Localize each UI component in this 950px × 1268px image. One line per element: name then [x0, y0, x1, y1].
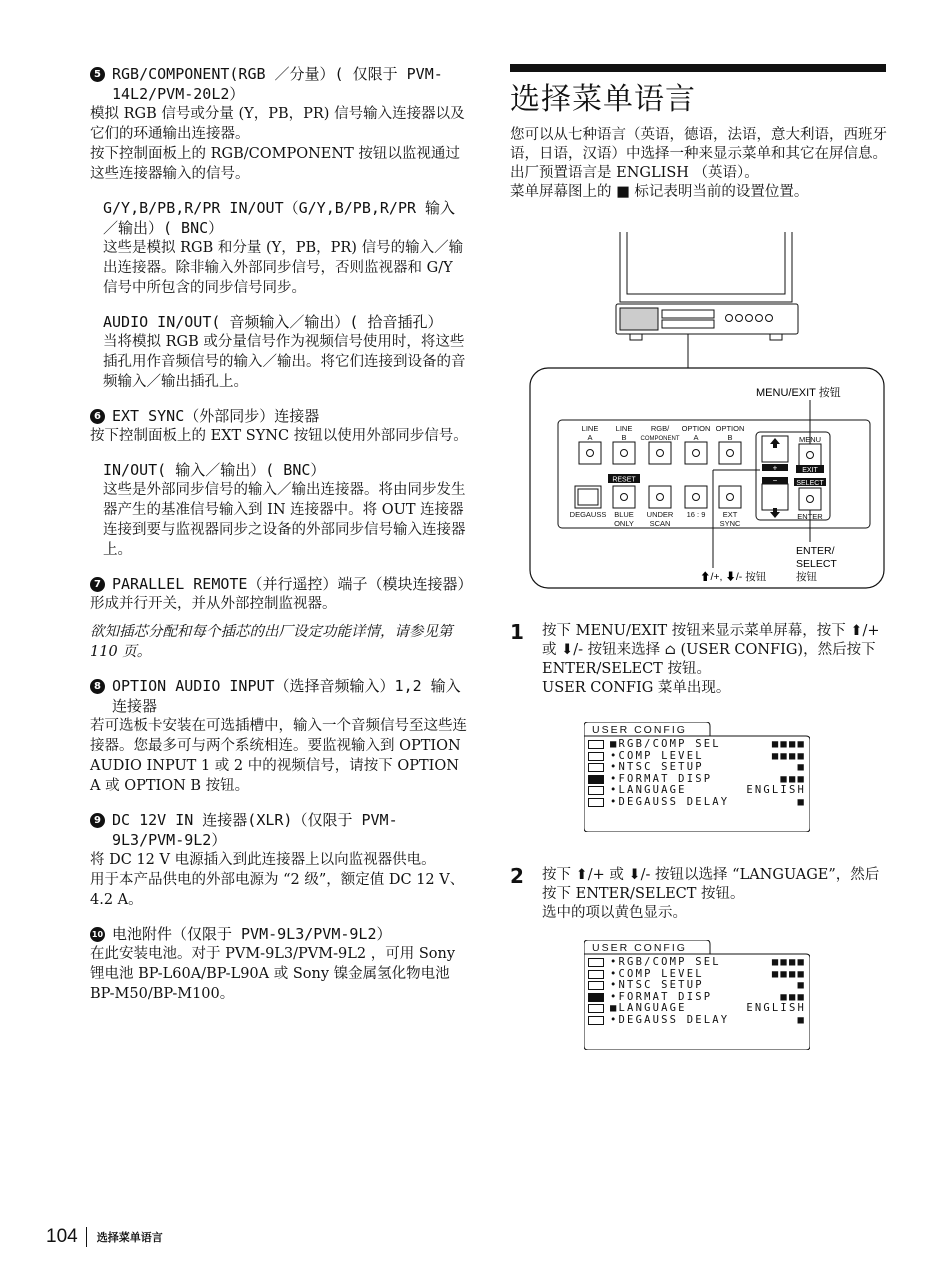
- menu-item-icon: [588, 1004, 604, 1013]
- section-battery: [90, 924, 468, 1004]
- svg-text:−: −: [772, 476, 778, 485]
- menu-item-value: ENGLISH: [746, 784, 806, 797]
- menu-item-label: ■RGB/COMP SEL: [610, 738, 721, 750]
- menu-item-label: •FORMAT DISP: [610, 990, 713, 1003]
- menu-item: [610, 1015, 806, 1027]
- number-badge: 7: [90, 574, 112, 594]
- subheading: AUDIO IN/OUT( 音频输入／输出）( 拾音插孔）: [103, 313, 443, 331]
- paragraph: 按下控制面板上的 EXT SYNC 按钮以使用外部同步信号。: [90, 428, 468, 444]
- svg-text:ONLY: ONLY: [614, 519, 634, 528]
- svg-text:RGB/: RGB/: [650, 424, 670, 433]
- menu-item-bars: ■■■■: [771, 967, 806, 980]
- menu-item-bars: ■■■: [780, 990, 806, 1003]
- footer-title: 选择菜单语言: [96, 1231, 163, 1244]
- menu-item-icon: [588, 786, 604, 795]
- menu-item-label: •DEGAUSS DELAY: [610, 1013, 730, 1026]
- page-number: 104: [46, 1226, 78, 1247]
- svg-text:A: A: [587, 433, 593, 442]
- svg-text:SCAN: SCAN: [649, 519, 671, 528]
- number-badge: 9: [90, 810, 112, 830]
- menu-item-icon: [588, 775, 604, 784]
- footer-divider: [86, 1227, 87, 1247]
- section-heading: DC 12V IN 连接器(XLR)（仅限于 PVM-9L3/PVM-9L2）: [112, 811, 398, 849]
- paragraph: 将 DC 12 V 电源插入到此连接器上以向监视器供电。: [90, 852, 436, 868]
- menu-item-value: ENGLISH: [746, 1002, 806, 1015]
- menu-label: MENU: [798, 435, 822, 444]
- section-option-audio: [90, 676, 468, 796]
- enter-select-label-2: SELECT: [796, 558, 837, 570]
- enter-label: ENTER: [797, 512, 823, 521]
- paragraph: 菜单屏幕图上的 ■ 标记表明当前的设置位置。: [510, 184, 809, 200]
- paragraph: 这些是外部同步信号的输入／输出连接器。将由同步发生器产生的基准信号输入到 IN 连接器中。将 OUT 连接器连接到要与监视器同步之设备的外部同步信号输入连接器上。: [103, 482, 466, 558]
- menu-item-label: •COMP LEVEL: [610, 967, 704, 980]
- step-2: [510, 866, 890, 923]
- menu-item-bars: ■: [797, 979, 806, 992]
- paragraph: 当将模拟 RGB 或分量信号作为视频信号使用时，将这些插孔用作音频信号的输入／输出。将它们连接到设备的音频输入／输出插孔上。: [103, 334, 466, 390]
- menu-item-label: •FORMAT DISP: [610, 772, 713, 785]
- number-badge: 6: [90, 406, 112, 426]
- select-label: SELECT: [796, 480, 824, 487]
- svg-text:UNDER: UNDER: [646, 510, 674, 519]
- menu-item-icon: [588, 752, 604, 761]
- step-text: 按下 MENU/EXIT 按钮来显示菜单屏幕，按下 ⬆/+ 或 ⬇/- 按钮来选择 ⌂ (USER CONFIG)，然后按下 ENTER/SELECT 按钮。: [542, 623, 880, 677]
- menu-item-label: •LANGUAGE: [610, 784, 687, 797]
- menu-item-bars: ■■■■: [771, 956, 806, 968]
- paragraph: 模拟 RGB 信号或分量 (Y，PB，PR) 信号输入连接器以及它们的环通输出连接器。: [90, 106, 465, 142]
- note: 欲知插芯分配和每个插芯的出厂设定功能详情，请参见第 110 页。: [90, 624, 453, 660]
- section-dc-in: [90, 810, 468, 910]
- title-rule: [510, 64, 886, 72]
- enter-select-label-1: ENTER/: [796, 545, 835, 557]
- paragraph: 出厂预置语言是 ENGLISH （英语）。: [510, 165, 759, 181]
- section-parallel-remote: [90, 574, 473, 662]
- menu-item-label: •NTSC SETUP: [610, 761, 704, 774]
- menu-exit-label: MENU/EXIT 按钮: [756, 387, 841, 399]
- paragraph: 形成并行开关，并从外部控制监视器。: [90, 596, 337, 612]
- svg-text:EXT: EXT: [722, 510, 738, 519]
- menu-item-icon: [588, 798, 604, 807]
- menu-item-icon: [588, 740, 604, 749]
- menu-item-icon: [588, 1016, 604, 1025]
- step-number: 2: [510, 864, 524, 888]
- section-heading: EXT SYNC（外部同步）连接器: [112, 407, 320, 425]
- svg-text:A: A: [693, 433, 699, 442]
- menu-title: USER CONFIG: [592, 942, 687, 954]
- step-text: 选中的项以黄色显示。: [542, 905, 687, 921]
- menu-item-label: ■LANGUAGE: [610, 1002, 687, 1015]
- menu-item-label: •DEGAUSS DELAY: [610, 795, 730, 808]
- svg-text:DEGAUSS: DEGAUSS: [569, 510, 607, 519]
- menu-item: [610, 797, 806, 809]
- menu-item-label: •RGB/COMP SEL: [610, 956, 721, 968]
- number-badge: 10: [90, 924, 112, 944]
- exit-label: EXIT: [802, 467, 818, 474]
- enter-select-label-3: 按钮: [796, 571, 817, 583]
- paragraph: 这些是模拟 RGB 和分量 (Y，PB，PR) 信号的输入／输出连接器。除非输入外部同步信号，否则监视器和 G/Y 信号中所包含的同步信号同步。: [103, 240, 464, 296]
- section-rgb-component: [90, 64, 468, 392]
- svg-text:LINE: LINE: [581, 424, 599, 433]
- plus-minus-label: ⬆/+, ⬇/- 按钮: [700, 571, 767, 583]
- paragraph: 在此安装电池。对于 PVM-9L3/PVM-9L2 ，可用 Sony 锂电池 BP-L60A/BP-L90A 或 Sony 镍金属氢化物电池 BP-M50/BP-M100。: [90, 946, 456, 1002]
- right-column: [510, 64, 888, 202]
- svg-text:B: B: [727, 433, 733, 442]
- svg-text:OPTION: OPTION: [715, 424, 745, 433]
- menu-title: USER CONFIG: [592, 724, 687, 736]
- menu-item-bars: ■■■■: [771, 738, 806, 750]
- menu-item-bars: ■: [797, 761, 806, 774]
- subheading: IN/OUT( 输入／输出）( BNC）: [103, 461, 326, 479]
- page-title: 选择菜单语言: [510, 82, 696, 117]
- section-heading: PARALLEL REMOTE（并行遥控）端子（模块连接器）: [112, 575, 473, 593]
- page-footer: [46, 1226, 163, 1248]
- number-badge: 8: [90, 676, 112, 696]
- paragraph: 若可选板卡安装在可选插槽中，输入一个音频信号至这些连接器。您最多可与两个系统相连。要监视输入到 OPTION AUDIO INPUT 1 或 2 中的视频信号，请按下 OPTION A 或 OPTION B 按钮。: [90, 718, 467, 794]
- step-text: USER CONFIG 菜单出现。: [542, 680, 731, 696]
- svg-text:COMPONENT: COMPONENT: [640, 436, 680, 442]
- step-text: 按下 ⬆/+ 或 ⬇/- 按钮以选择 “LANGUAGE”，然后按下 ENTER/SELECT 按钮。: [542, 867, 880, 902]
- step-number: 1: [510, 620, 524, 644]
- paragraph: 按下控制面板上的 RGB/COMPONENT 按钮以监视通过这些连接器输入的信号。: [90, 146, 460, 182]
- svg-text:B: B: [621, 433, 627, 442]
- section-ext-sync: [90, 406, 468, 560]
- menu-item-icon: [588, 981, 604, 990]
- menu-item-bars: ■■■: [780, 772, 806, 785]
- svg-text:OPTION: OPTION: [681, 424, 711, 433]
- menu-item-icon: [588, 970, 604, 979]
- section-heading: RGB/COMPONENT(RGB ／分量）( 仅限于 PVM-14L2/PVM-20L2）: [112, 65, 443, 103]
- reset-label: RESET: [612, 476, 636, 484]
- svg-text:LINE: LINE: [615, 424, 633, 433]
- menu-item-label: •COMP LEVEL: [610, 749, 704, 762]
- paragraph: 用于本产品供电的外部电源为 “2 级”，额定值 DC 12 V、4.2 A。: [90, 872, 465, 908]
- subheading: G/Y,B/PB,R/PR IN/OUT（G/Y,B/PB,R/PR 输入／输出）( BNC）: [103, 199, 456, 237]
- menu-screen-1: [584, 722, 810, 832]
- svg-text:16 : 9: 16 : 9: [686, 510, 706, 519]
- section-heading: OPTION AUDIO INPUT（选择音频输入）1,2 输入连接器: [112, 677, 461, 715]
- control-panel-diagram: [520, 232, 890, 592]
- menu-item: [610, 957, 806, 969]
- menu-item-label: •NTSC SETUP: [610, 979, 704, 992]
- menu-item-icon: [588, 763, 604, 772]
- menu-item: [610, 739, 806, 751]
- monitor-illustration: [616, 232, 798, 368]
- menu-screen-2: [584, 940, 810, 1050]
- svg-text:+: +: [772, 463, 778, 473]
- menu-item-bars: ■: [797, 795, 806, 808]
- svg-text:BLUE: BLUE: [614, 510, 634, 519]
- step-1: [510, 622, 890, 698]
- number-badge: 5: [90, 64, 112, 84]
- menu-item-bars: ■: [797, 1013, 806, 1026]
- paragraph: 您可以从七种语言（英语，德语，法语，意大利语，西班牙语，日语，汉语）中选择一种来显示菜单和其它在屏信息。: [510, 127, 887, 162]
- menu-item-icon: [588, 993, 604, 1002]
- left-column: [90, 64, 473, 1018]
- section-heading: 电池附件（仅限于 PVM-9L3/PVM-9L2）: [112, 925, 392, 943]
- svg-text:SYNC: SYNC: [719, 519, 741, 528]
- menu-item-bars: ■■■■: [771, 749, 806, 762]
- menu-item-icon: [588, 958, 604, 967]
